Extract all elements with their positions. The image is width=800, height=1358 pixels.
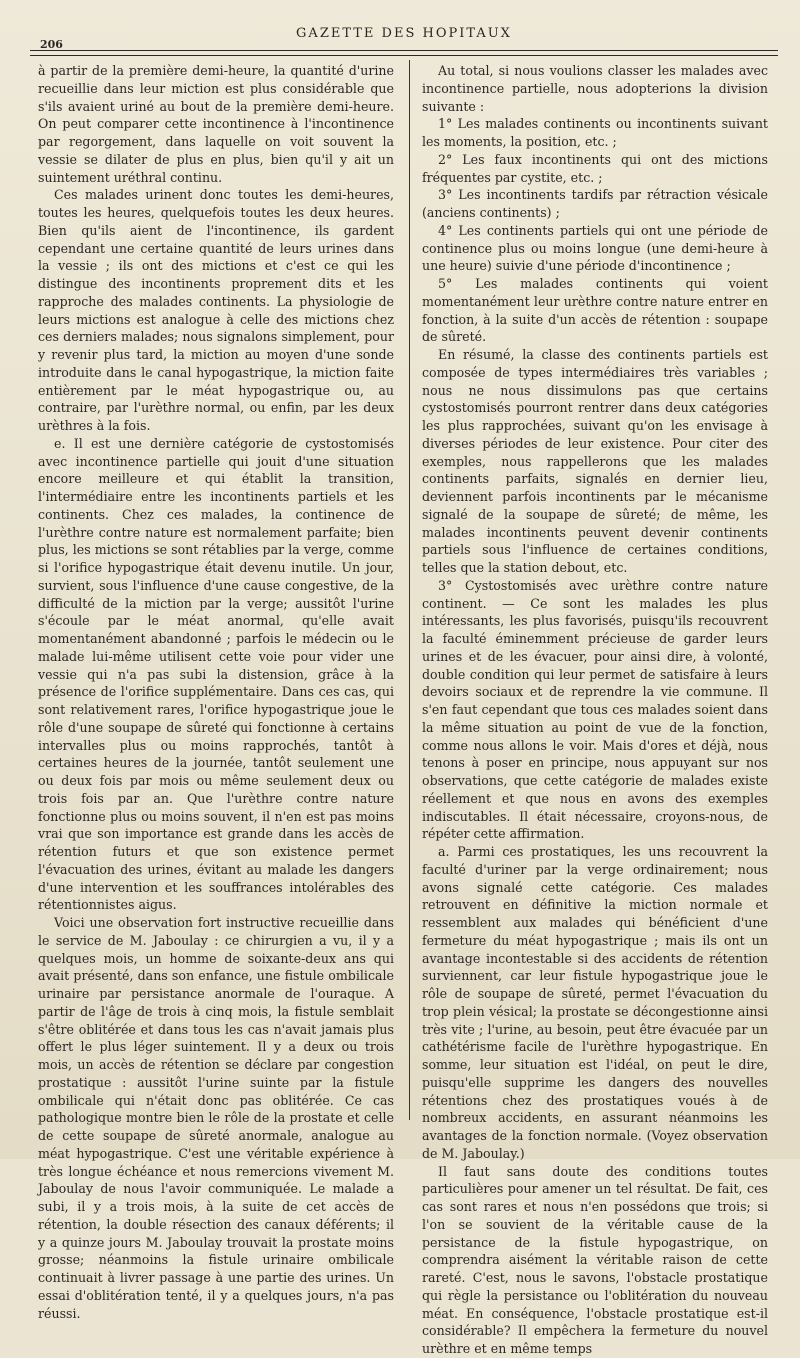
header-rule [30, 50, 778, 51]
header-rule-thin [30, 55, 778, 56]
paragraph: a. Parmi ces prostatiques, les uns recouvrent la faculté d'uriner par la verge ordinairement; nous avons signalé cette catégorie. Ces malades retrouvent en définitive la miction normale et ressemblent aux malades qui bénéficient d'une fermeture du méat hypogastrique ; mais ils ont un avantage incontestable si des accidents de rétention surviennent, car leur fistule hypogastrique joue le rôle de soupape de sûreté, permet l'évacuation du trop plein vésical; la prostate se décongestionne ainsi très vite ; l'urine, au besoin, peut être évacuée par un cathétérisme facile de l'urèthre hypogastrique. En somme, leur situation est l'idéal, on peut le dire, puisqu'elle supprime les dangers des nouvelles rétentions chez des prostatiques voués à de nombreux accidents, en assurant néanmoins les avantages de la fonction normale. (Voyez observation de M. Jaboulay.) [422, 844, 768, 1161]
paragraph: Il faut sans doute des conditions toutes particulières pour amener un tel résultat. De fait, ces cas sont rares et nous n'en possédons que trois; si l'on se souvient de la véritable cause de la persistance de la fistule hypogastrique, on comprendra aisément la véritable raison de cette rareté. C'est, nous le savons, l'obstacle prostatique qui règle la persistance ou l'oblitération du nouveau méat. En conséquence, l'obstacle prostatique est-il considérable? Il empêchera la fermeture du nouvel urèthre et en même temps [422, 1163, 768, 1356]
paragraph: En résumé, la classe des continents partiels est composée de types intermédiaires très variables ; nous ne nous dissimulons pas que certains cystostomisés pourront rentrer dans deux catégories les plus rapprochées, suivant qu'on les envisage à diverses périodes de leur existence. Pour citer des exemples, nous rappellerons que les malades continents parfaits, signalés en dernier lieu, deviennent parfois incontinents par le mécanisme signalé de la soupape de sûreté; de même, les malades incontinents peuvent devenir continents partiels sous l'influence de certaines conditions, telles que la station debout, etc. [422, 347, 768, 575]
left-column [38, 62, 394, 1322]
paragraph: Au total, si nous voulions classer les malades avec incontinence partielle, nous adopterions la division suivante : [422, 63, 768, 114]
page-header [30, 22, 778, 62]
right-column [422, 62, 768, 1358]
page-number: 206 [40, 38, 63, 51]
list-item: 2° Les faux incontinents qui ont des mictions fréquentes par cystite, etc. ; [422, 151, 768, 185]
list-item: 1° Les malades continents ou incontinents suivant les moments, la position, etc. ; [422, 116, 768, 149]
column-divider [409, 60, 410, 1120]
list-item: 3° Les incontinents tardifs par rétraction vésicale (anciens continents) ; [422, 187, 768, 220]
journal-title: GAZETTE DES HOPITAUX [296, 26, 512, 41]
paragraph: Ces malades urinent donc toutes les demi-heures, toutes les heures, quelquefois toutes les deux heures. Bien qu'ils aient de l'incontinence, ils gardent cependant une certaine quantité de leurs urines dans la vessie ; ils ont des mictions et c'est ce qui les distingue des incontinents proprement dits et les rapproche des malades continents. La physiologie de leurs mictions est analogue à celle des mictions chez ces derniers malades; nous signalons simplement, pour y revenir plus tard, la miction au moyen d'une sonde introduite dans le canal hypogastrique, la miction faite entièrement par le méat hypogastrique ou, au contraire, par l'urèthre normal, ou enfin, par les deux urèthres à la fois. [38, 187, 394, 433]
section-paragraph: 3° Cystostomisés avec urèthre contre nature continent. — Ce sont les malades les plus intéressants, les plus favorisés, puisqu'ils recouvrent la faculté éminemment précieuse de garder leurs urines et de les évacuer, pour ainsi dire, à volonté, double condition qui leur permet de satisfaire à leurs devoirs sociaux et de reprendre la vie commune. Il s'en faut cependant que tous ces malades soient dans la même situation au point de vue de la fonction, comme nous allons le voir. Mais d'ores et déjà, nous tenons à poser en principe, nous appuyant sur nos observations, que cette catégorie de malades existe réellement et que nous en avons des exemples indiscutables. Il était nécessaire, croyons-nous, de répéter cette affirmation. [422, 577, 768, 842]
list-item: 4° Les continents partiels qui ont une période de continence plus ou moins longue (une demi-heure à une heure) suivie d'une période d'incontinence ; [422, 222, 768, 274]
paragraph: à partir de la première demi-heure, la quantité d'urine recueillie dans leur miction est plus considérable que s'ils avaient uriné au bout de la première demi-heure. On peut comparer cette incontinence à l'incontinence par regorgement, dans laquelle on voit souvent la vessie se dilater de plus en plus, bien qu'il y ait un suintement uréthral continu. [38, 63, 394, 185]
paragraph: Voici une observation fort instructive recueillie dans le service de M. Jaboulay : ce chirurgien a vu, il y a quelques mois, un homme de soixante-deux ans qui avait présenté, dans son enfance, une fistule ombilicale urinaire par persistance anormale de l'ouraque. A partir de l'âge de trois à cinq mois, la fistule semblait s'être oblitérée et dans tous les cas n'avait jamais plus offert le plus léger suintement. Il y a deux ou trois mois, un accès de rétention se déclare par congestion prostatique : aussitôt l'urine suinte par la fistule ombilicale qui n'était donc pas oblitérée. Ce cas pathologique montre bien le rôle de la prostate et celle de cette soupape de sûreté anormale, analogue au méat hypogastrique. C'est une véritable expérience à très longue échéance et nous remercions vivement M. Jaboulay de nous l'avoir communiquée. Le malade a subi, il y a trois mois, à la suite de cet accès de rétention, la double résection des canaux déférents; il y a quinze jours M. Jaboulay trouvait la prostate moins grosse; néanmoins la fistule urinaire ombilicale continuait à livrer passage à une partie des urines. Un essai d'oblitération tenté, il y a quelques jours, n'a pas réussi. [38, 915, 394, 1321]
paragraph: e. Il est une dernière catégorie de cystostomisés avec incontinence partielle qui jouit d'une situation encore meilleure et qui établit la transition, l'intermédiaire entre les incontinents partiels et les continents. Chez ces malades, la continence de l'urèthre contre nature est normalement parfaite; bien plus, les mictions se sont rétablies par la verge, comme si l'orifice hypogastrique était devenu inutile. Un jour, survient, sous l'influence d'une cause congestive, de la difficulté de la miction par la verge; aussitôt l'urine s'écoule par le méat anormal, qu'elle avait momentanément abandonné ; parfois le médecin ou le malade lui-même utilisent cette voie pour vider une vessie qui n'a pas subi la distension, grâce à la présence de l'orifice supplémentaire. Dans ces cas, qui sont relativement rares, l'orifice hypogastrique joue le rôle d'une soupape de sûreté qui fonctionne à certains intervalles plus ou moins rapprochés, tantôt à certaines heures de la journée, tantôt seulement une ou deux fois par mois ou même seulement deux ou trois fois par an. Que l'urèthre contre nature fonctionne plus ou moins souvent, il n'en est pas moins vrai que son importance est grande dans les accès de rétention futurs et que son existence permet l'évacuation des urines, évitant au malade les dangers d'une intervention et les souffrances intolérables des rétentionnistes aigus. [38, 435, 394, 913]
list-item: 5° Les malades continents qui voient momentanément leur urèthre contre nature entrer en fonction, à la suite d'un accès de rétention : soupape de sûreté. [422, 276, 768, 345]
